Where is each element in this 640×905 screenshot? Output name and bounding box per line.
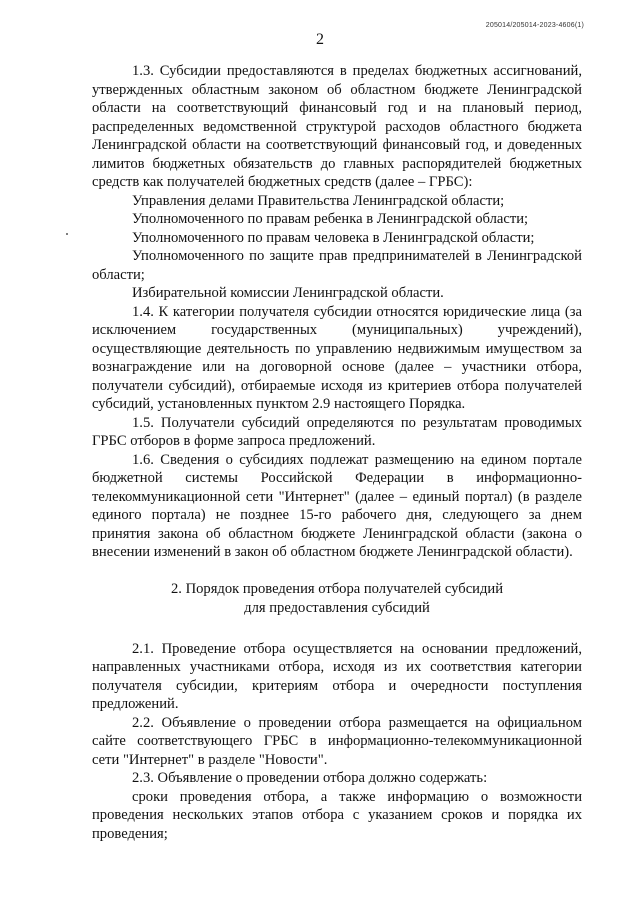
paragraph-1-3: 1.3. Субсидии предоставляются в пределах бюджетных ассигнований, утвержденных областным законом об областном бюджете Ленинградской области на соответствующий финансовый год и на плановый период, распределенных ведомственной структурой расходов областного бюджета Ленинградской области на соответствующий финансовый год, и доведенных лимитов бюджетных обязательств до главных распорядителей бюджетных средств как получателей бюджетных средств (далее – ГРБС):	[92, 63, 582, 190]
paragraph-2-3: 2.3. Объявление о проведении отбора должно содержать:	[132, 770, 488, 786]
scan-speck	[66, 233, 68, 235]
paragraph-2-3-item: сроки проведения отбора, а также информацию о возможности проведения нескольких этапов отбора с указанием сроков и порядка их проведения;	[92, 788, 582, 842]
section-2-heading-line-2: для предоставления субсидий	[244, 599, 430, 616]
section-2-heading-line-1: 2. Порядок проведения отбора получателей субсидий	[170, 580, 504, 597]
grbs-list-item: Избирательной комиссии Ленинградской области.	[132, 285, 444, 301]
document-body	[92, 62, 582, 843]
document-id: 205014/205014-2023-4606(1)	[485, 22, 584, 29]
grbs-list-item: Управления делами Правительства Ленинградской области;	[132, 192, 505, 209]
paragraph-1-5: 1.5. Получатели субсидий определяются по результатам проводимых ГРБС отборов в форме запроса предложений.	[92, 414, 582, 449]
grbs-list-item: Уполномоченного по правам ребенка в Ленинградской области;	[132, 211, 529, 227]
page-number: 2	[316, 31, 324, 48]
paragraph-1-4: 1.4. К категории получателя субсидии относятся юридические лица (за исключением государственных (муниципальных) учреждений), осуществляющие деятельность по управлению недвижимым имуществом за вознаграждение или на договорной основе (далее – участники отбора, получатели субсидий), отбираемые исходя из критериев отбора получателей субсидий, установленных пунктом 2.9 настоящего Порядка.	[92, 303, 582, 412]
section-2-heading	[92, 580, 582, 618]
paragraph-2-1: 2.1. Проведение отбора осуществляется на основании предложений, направленных участниками отбора, исходя из их соответствия категории получателя субсидии, критериям отбора и очередности поступления предложений.	[92, 640, 582, 712]
grbs-list-item: Уполномоченного по правам человека в Ленинградской области;	[132, 229, 535, 246]
paragraph-2-2: 2.2. Объявление о проведении отбора размещается на официальном сайте соответствующего ГРБС в информационно-телекоммуникационной сети "Интернет" в разделе "Новости".	[92, 714, 582, 768]
paragraph-1-6: 1.6. Сведения о субсидиях подлежат размещению на едином портале бюджетной системы Российской Федерации в информационно-телекоммуникационной сети "Интернет" (далее – единый портал) (в разделе единого портала) не позднее 15-го рабочего дня, следующего за днем принятия закона об областном бюджете Ленинградской области (закона о внесении изменений в закон об областном бюджете Ленинградской области).	[92, 451, 582, 560]
grbs-list-item: Уполномоченного по защите прав предпринимателей в Ленинградской области;	[92, 248, 582, 283]
